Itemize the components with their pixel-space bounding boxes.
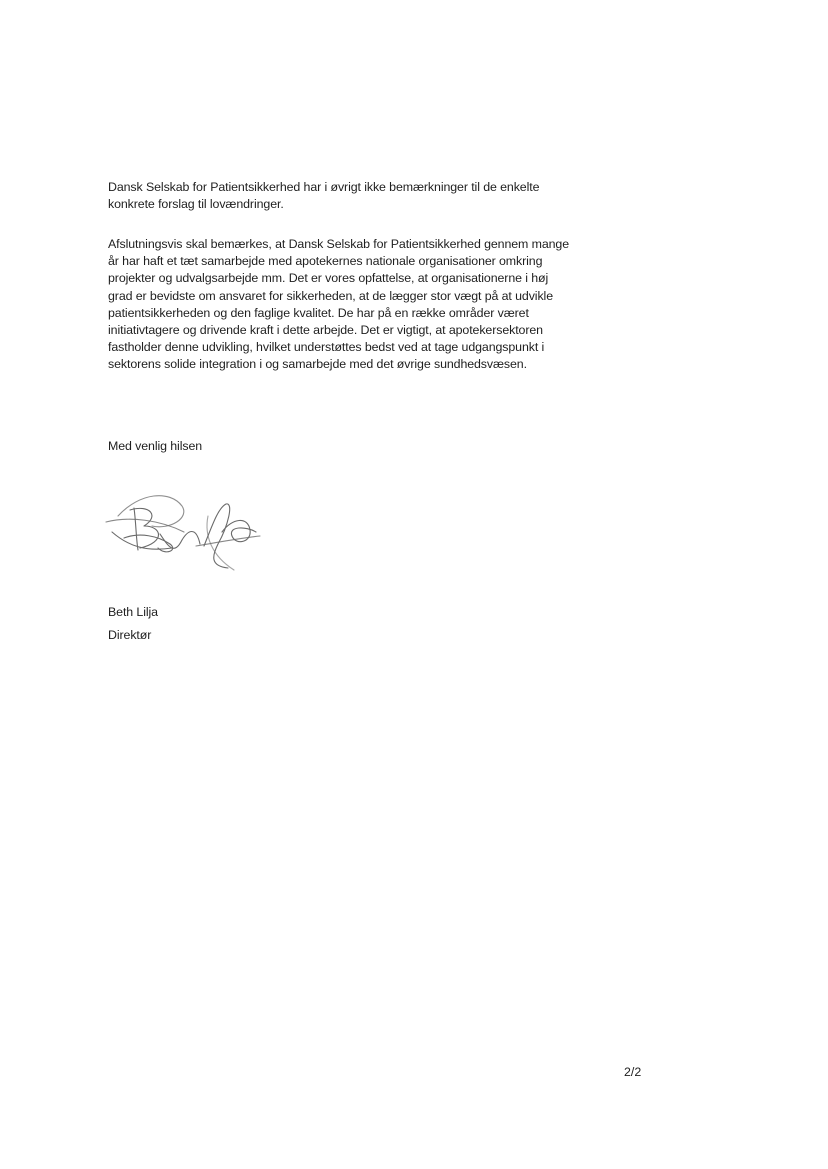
paragraph-remarks <box>108 179 628 213</box>
paragraph-line: projekter og udvalgsarbejde mm. Det er vores opfattelse, at organisationerne i høj <box>108 271 549 286</box>
paragraph-line: Afslutningsvis skal bemærkes, at Dansk Selskab for Patientsikkerhed gennem mange <box>108 237 570 251</box>
paragraph-conclusion <box>108 236 628 374</box>
paragraph-line: initiativtagere og drivende kraft i dette arbejde. Det er vigtigt, at apotekersektoren <box>108 323 543 338</box>
paragraph-line: år har haft et tæt samarbejde med apotekernes nationale organisationer omkring <box>108 254 543 269</box>
page-number: 2/2 <box>624 1065 642 1079</box>
paragraph-line: konkrete forslag til lovændringer. <box>108 197 284 212</box>
closing-salutation: Med venlig hilsen <box>108 439 203 453</box>
paragraph-line: fastholder denne udvikling, hvilket understøttes bedst ved at tage udgangspunkt i <box>108 340 545 355</box>
paragraph-line: Dansk Selskab for Patientsikkerhed har i øvrigt ikke bemærkninger til de enkelte <box>108 180 540 194</box>
signer-title: Direktør <box>108 628 152 642</box>
signer-name: Beth Lilja <box>108 605 158 619</box>
handwritten-signature <box>100 486 270 578</box>
paragraph-line: sektorens solide integration i og samarbejde med det øvrige sundhedsvæsen. <box>108 357 527 372</box>
paragraph-line: grad er bevidste om ansvaret for sikkerheden, at de lægger stor vægt på at udvikle <box>108 288 553 303</box>
paragraph-line: patientsikkerheden og den faglige kvalitet. De har på en række områder været <box>108 305 529 320</box>
